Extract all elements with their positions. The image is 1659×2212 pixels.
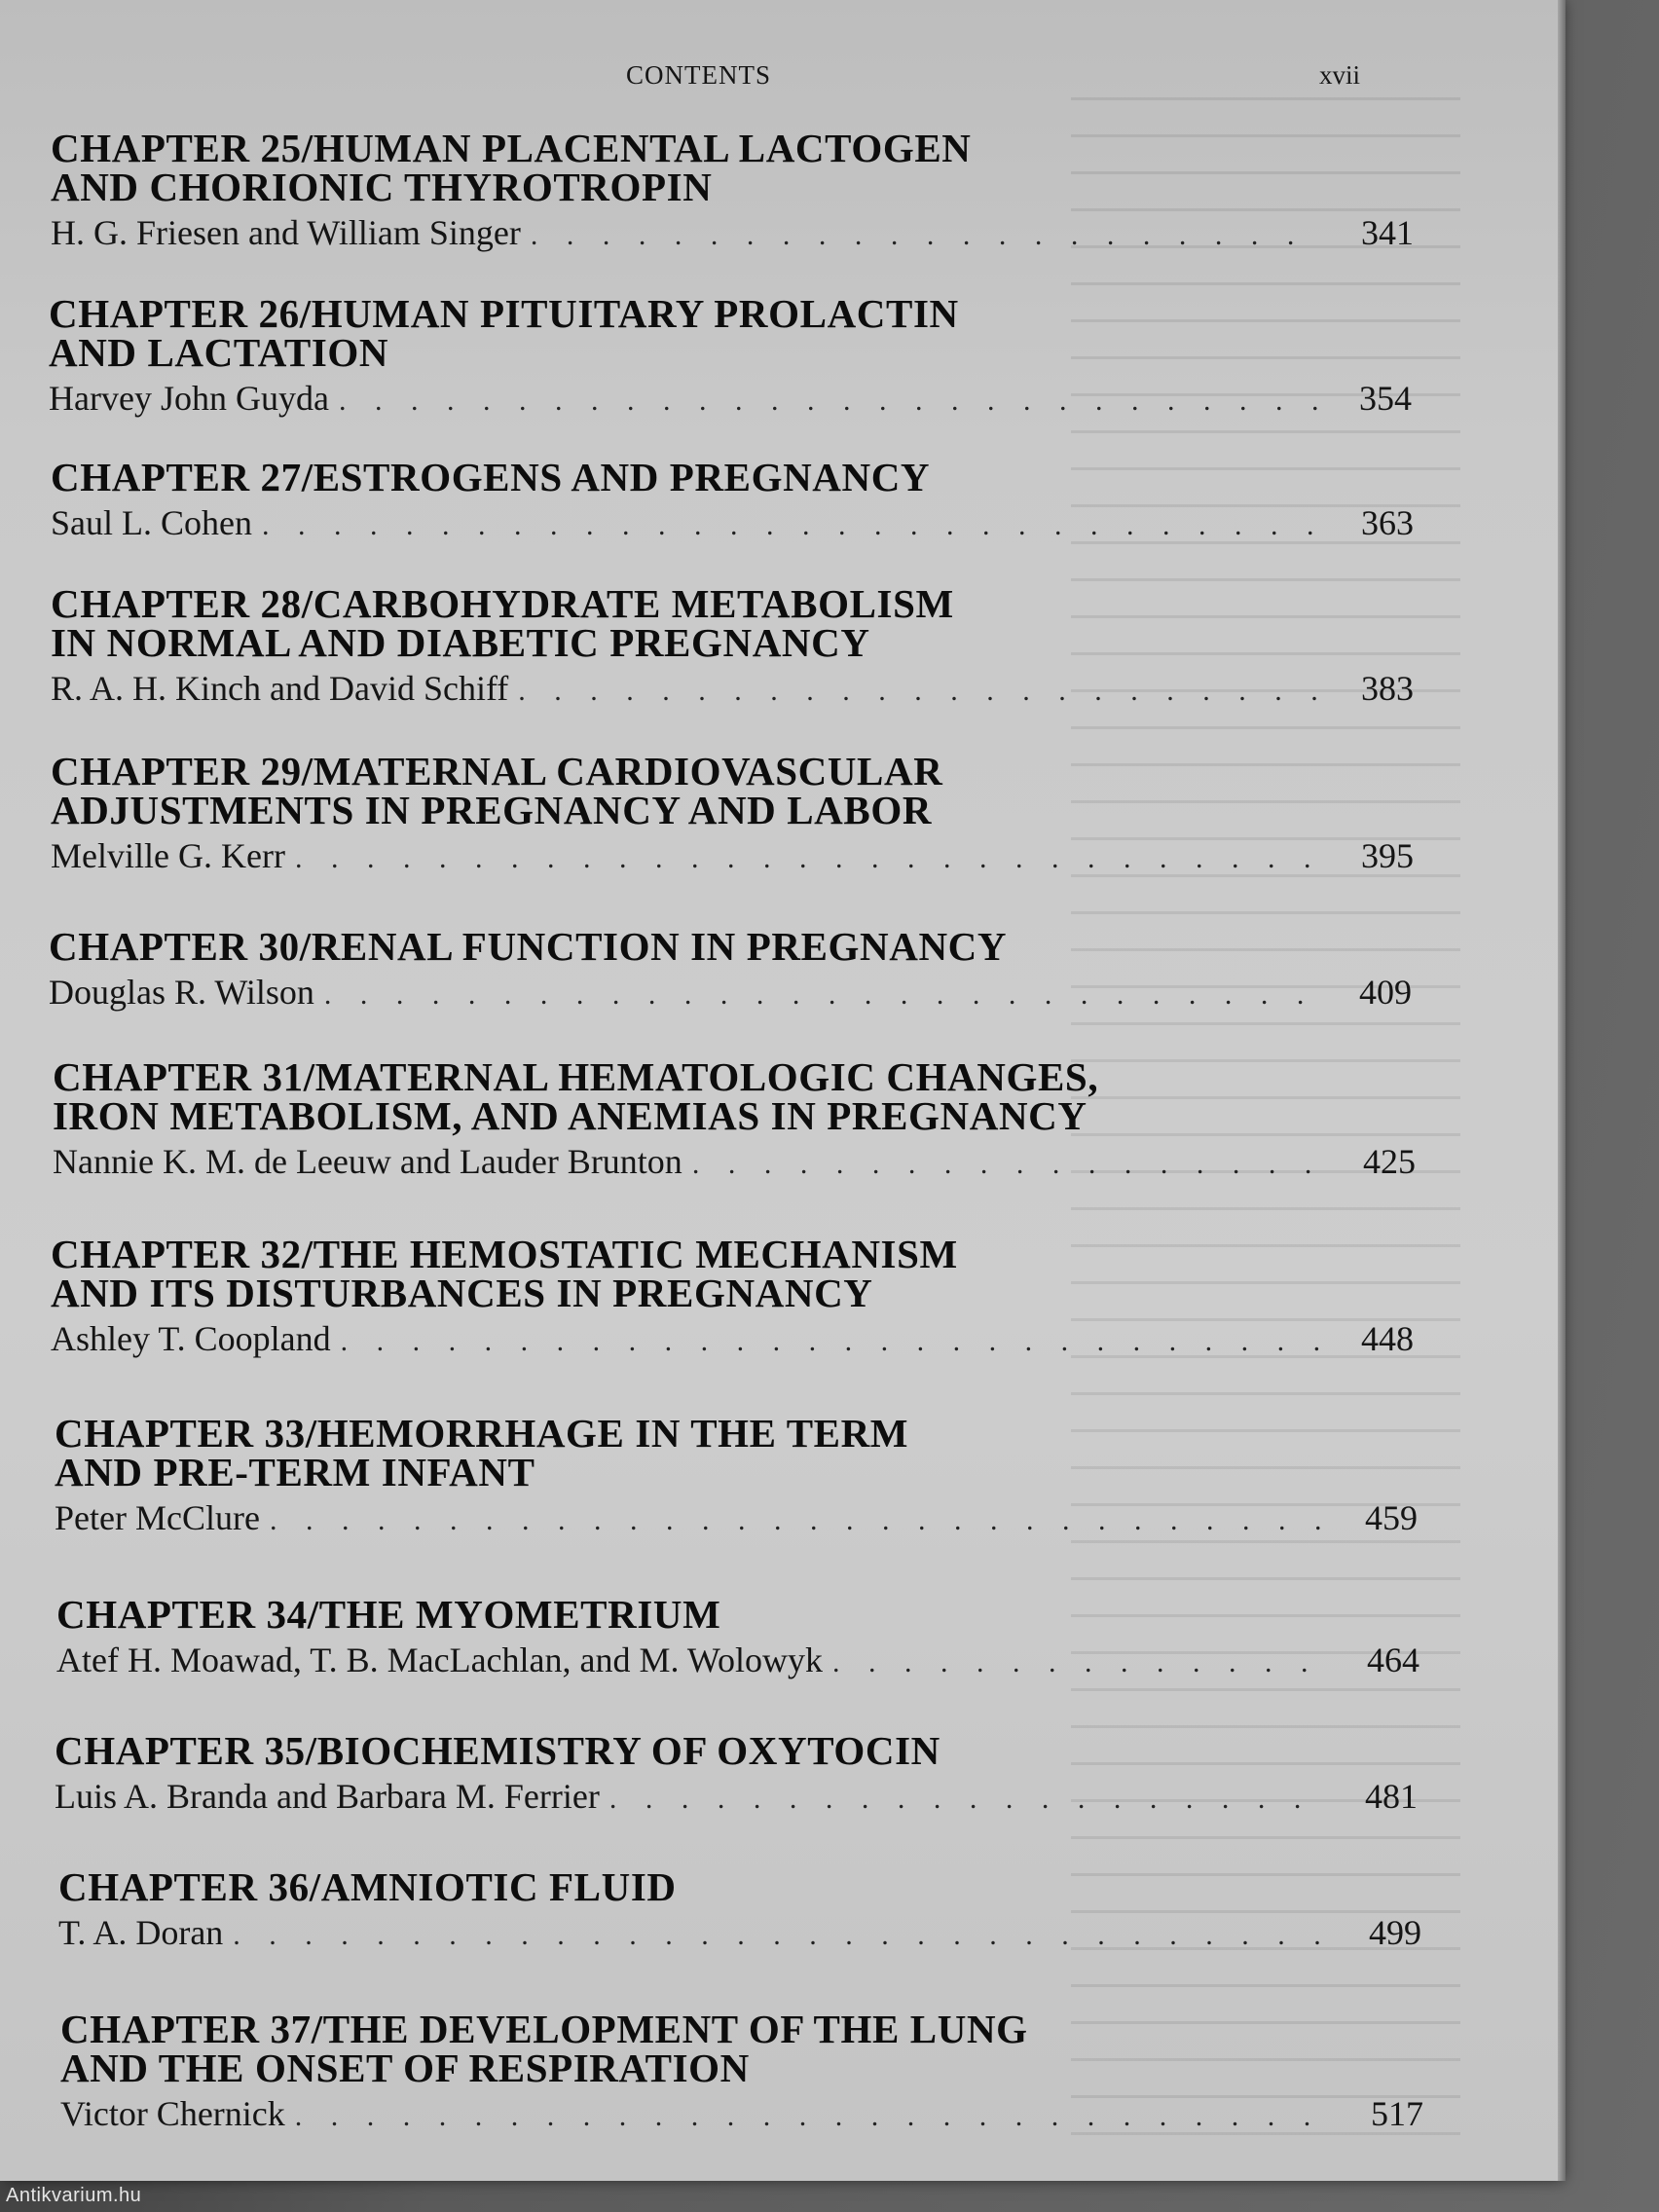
page-header: [0, 60, 1558, 99]
chapter-author: T. A. Doran: [58, 1913, 224, 1952]
author-line: [60, 2093, 1423, 2136]
toc-entry-chapter-28: [51, 581, 1414, 711]
chapter-page: 448: [1361, 1319, 1414, 1358]
toc-entry-chapter-26: [49, 291, 1412, 421]
chapter-title: CHAPTER 34/THE MYOMETRIUM: [56, 1592, 721, 1637]
chapter-title: CHAPTER 25/HUMAN PLACENTAL LACTOGEN AND CHORIONIC THYROTROPIN: [51, 126, 972, 209]
chapter-title: CHAPTER 30/RENAL FUNCTION IN PREGNANCY: [49, 924, 1008, 969]
author-line: [51, 502, 1414, 545]
author-line: [51, 835, 1414, 878]
toc-entry-chapter-32: [51, 1232, 1414, 1361]
toc-entry-chapter-29: [51, 749, 1414, 878]
toc-entry-chapter-36: [58, 1864, 1421, 1955]
dot-leader: [341, 1325, 1324, 1358]
chapter-author: Douglas R. Wilson: [49, 973, 314, 1012]
chapter-page: 383: [1361, 669, 1414, 708]
dot-leader: [531, 219, 1324, 252]
dot-leader: [295, 842, 1324, 875]
chapter-author: H. G. Friesen and William Singer: [51, 213, 521, 252]
dot-leader: [609, 1783, 1328, 1816]
toc-entry-chapter-31: [53, 1054, 1416, 1184]
chapter-title: CHAPTER 32/THE HEMOSTATIC MECHANISM AND ITS DISTURBANCES IN PREGNANCY: [51, 1232, 958, 1315]
dot-leader: [270, 1504, 1328, 1537]
chapter-author: Nannie K. M. de Leeuw and Lauder Brunton: [53, 1142, 682, 1181]
author-line: [56, 1640, 1419, 1682]
toc-entry-chapter-37: [60, 2009, 1423, 2136]
chapter-author: Victor Chernick: [60, 2094, 285, 2133]
dot-leader: [262, 509, 1324, 542]
chapter-title: CHAPTER 26/HUMAN PITUITARY PROLACTIN AND LACTATION: [49, 291, 959, 375]
chapter-page: 459: [1365, 1498, 1418, 1537]
dot-leader: [832, 1646, 1330, 1679]
chapter-author: Atef H. Moawad, T. B. MacLachlan, and M. Wolowyk: [56, 1641, 823, 1679]
author-line: [53, 1141, 1416, 1184]
chapter-title: CHAPTER 31/MATERNAL HEMATOLOGIC CHANGES, IRON METABOLISM, AND ANEMIAS IN PREGNANCY: [53, 1054, 1099, 1138]
author-line: [58, 1912, 1421, 1955]
chapter-title: CHAPTER 29/MATERNAL CARDIOVASCULAR ADJUSTMENTS IN PREGNANCY AND LABOR: [51, 749, 943, 832]
chapter-author: Ashley T. Coopland: [51, 1319, 331, 1358]
author-line: [51, 212, 1414, 255]
toc-entry-chapter-34: [56, 1592, 1419, 1682]
dot-leader: [233, 1919, 1332, 1952]
toc-entry-chapter-25: [51, 126, 1414, 255]
author-line: [49, 972, 1412, 1014]
author-line: [51, 1318, 1414, 1361]
dot-leader: [339, 385, 1322, 418]
chapter-title: CHAPTER 33/HEMORRHAGE IN THE TERM AND PRE-TERM INFANT: [55, 1411, 909, 1494]
author-line: [49, 378, 1412, 421]
toc-entry-chapter-35: [55, 1728, 1418, 1819]
watermark: Antikvarium.hu: [6, 2185, 142, 2206]
chapter-page: 409: [1359, 973, 1412, 1012]
chapter-author: Peter McClure: [55, 1498, 260, 1537]
chapter-author: Harvey John Guyda: [49, 379, 329, 418]
dot-leader: [324, 978, 1322, 1012]
dot-leader: [295, 2100, 1334, 2133]
chapter-title: CHAPTER 36/AMNIOTIC FLUID: [58, 1864, 677, 1909]
dot-leader: [518, 675, 1324, 708]
page-number: xvii: [1319, 60, 1361, 90]
chapter-page: 517: [1371, 2094, 1423, 2133]
toc-entry-chapter-27: [51, 455, 1414, 545]
chapter-author: R. A. H. Kinch and David Schiff: [51, 669, 509, 708]
chapter-page: 395: [1361, 836, 1414, 875]
chapter-page: 363: [1361, 503, 1414, 542]
author-line: [51, 668, 1414, 711]
page-edge: [1558, 0, 1566, 2181]
chapter-page: 341: [1361, 213, 1414, 252]
chapter-author: Saul L. Cohen: [51, 503, 252, 542]
chapter-title: CHAPTER 37/THE DEVELOPMENT OF THE LUNG AND THE ONSET OF RESPIRATION: [60, 2007, 1028, 2090]
chapter-author: Luis A. Branda and Barbara M. Ferrier: [55, 1777, 600, 1816]
chapter-title: CHAPTER 27/ESTROGENS AND PREGNANCY: [51, 455, 931, 499]
chapter-page: 354: [1359, 379, 1412, 418]
author-line: [55, 1497, 1418, 1540]
chapter-author: Melville G. Kerr: [51, 836, 285, 875]
chapter-page: 464: [1367, 1641, 1419, 1679]
chapter-title: CHAPTER 28/CARBOHYDRATE METABOLISM IN NORMAL AND DIABETIC PREGNANCY: [51, 581, 954, 665]
chapter-page: 499: [1369, 1913, 1421, 1952]
chapter-title: CHAPTER 35/BIOCHEMISTRY OF OXYTOCIN: [55, 1728, 940, 1773]
dot-leader: [692, 1148, 1326, 1181]
chapter-page: 481: [1365, 1777, 1418, 1816]
toc-entry-chapter-30: [49, 924, 1412, 1014]
author-line: [55, 1776, 1418, 1819]
toc-entry-chapter-33: [55, 1411, 1418, 1540]
running-title: CONTENTS: [626, 60, 771, 90]
chapter-page: 425: [1363, 1142, 1416, 1181]
